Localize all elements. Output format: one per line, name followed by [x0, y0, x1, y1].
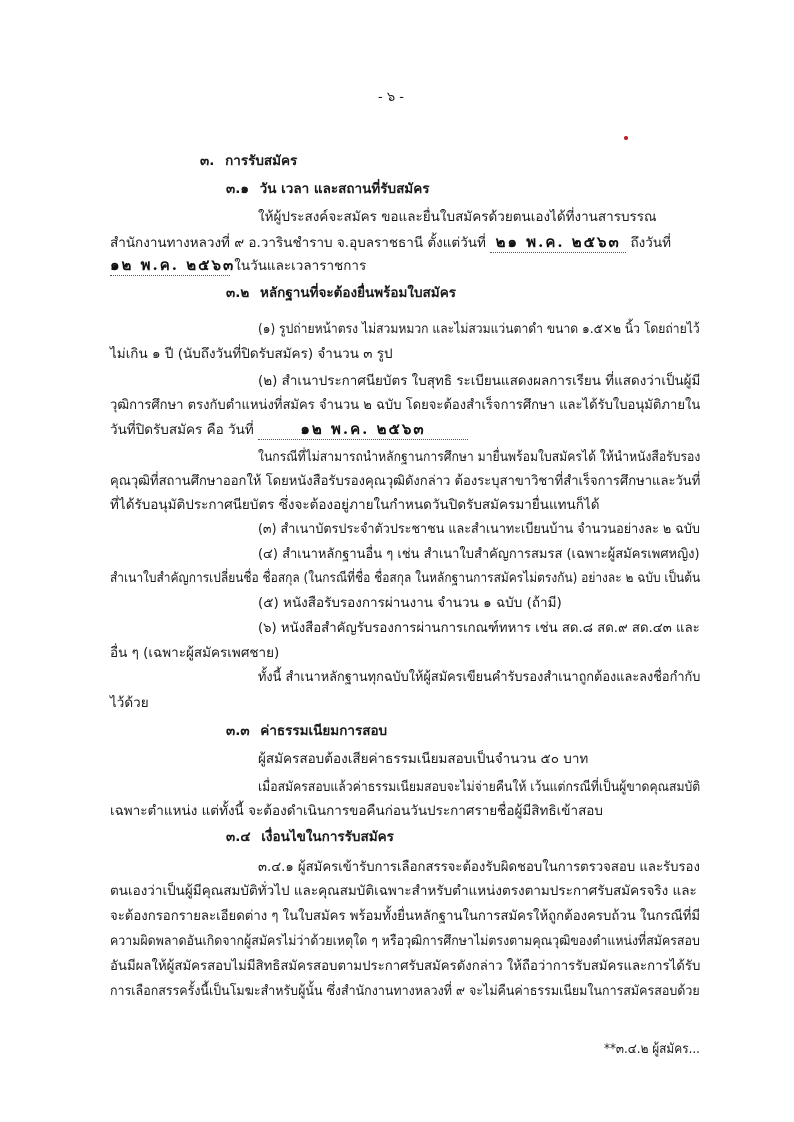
s32-item-5: (๕) หนังสือรับรองการผ่านงาน จำนวน ๑ ฉบับ (ถ้ามี): [258, 595, 562, 611]
s34-line-2: ตนเองว่าเป็นผู้มีคุณสมบัติทั่วไป และคุณสมบัติเฉพาะสำหรับตำแหน่งตรงตามประกาศรับสมัครจริง และ: [110, 883, 697, 899]
s32-para-line-1: ในกรณีที่ไม่สามารถนำหลักฐานการศึกษา มายื่นพร้อมใบสมัครได้ ให้นำหนังสือรับรอง: [258, 449, 701, 465]
end-date-field: [110, 256, 236, 276]
close-date-handwritten: ๑๒ พ.ค. ๒๕๖๓: [300, 420, 426, 438]
s32-item-1-line-1: (๑) รูปถ่ายหน้าตรง ไม่สวมหมวก และไม่สวมแว่นตาดำ ขนาด ๑.๕×๒ นิ้ว โดยถ่ายไว้: [258, 321, 700, 337]
subsection-number: ๓.๑: [226, 181, 249, 197]
subsection-title: หลักฐานที่จะต้องยื่นพร้อมใบสมัคร: [259, 285, 456, 301]
subsection-number: ๓.๓: [226, 723, 250, 739]
s34-line-1: ๓.๔.๑ ผู้สมัครเข้ารับการเลือกสรรจะต้องรับผิดชอบในการตรวจสอบ และรับรอง: [258, 859, 700, 875]
end-date-handwritten: ๑๒ พ.ค. ๒๕๖๓: [110, 256, 236, 274]
s32-item-2-line-3-prefix: วันที่ปิดรับสมัคร คือ วันที่: [110, 422, 254, 438]
subsection-number: ๓.๒: [226, 285, 250, 301]
s31-line-1: ให้ผู้ประสงค์จะสมัคร ขอและยื่นใบสมัครด้วยตนเองได้ที่งานสารบรรณ: [258, 209, 657, 225]
page-number: - ๖ -: [378, 90, 404, 105]
subsection-title: ค่าธรรมเนียมการสอบ: [260, 723, 388, 739]
section-number: ๓.: [200, 153, 215, 169]
s32-item-3: (๓) สำเนาบัตรประจำตัวประชาชน และสำเนาทะเบียนบ้าน จำนวนอย่างละ ๒ ฉบับ: [258, 521, 700, 537]
s32-para-line-3: ที่ได้รับอนุมัติประกาศนียบัตร ซึ่งจะต้องอยู่ภายในกำหนดวันปิดรับสมัครมายื่นแทนก็ได้: [110, 497, 600, 513]
close-date-field: [258, 420, 468, 440]
s31-line-2-suffix: ถึงวันที่: [630, 235, 671, 251]
subsection-number: ๓.๔: [226, 829, 251, 845]
s33-line-1: ผู้สมัครสอบต้องเสียค่าธรรมเนียมสอบเป็นจำนวน ๕๐ บาท: [258, 751, 589, 767]
s32-note-line-2: ไว้ด้วย: [110, 695, 149, 711]
subsection-title: วัน เวลา และสถานที่รับสมัคร: [259, 181, 430, 197]
s33-line-3: เฉพาะตำแหน่ง แต่ทั้งนี้ จะต้องดำเนินการขอคืนก่อนวันประกาศรายชื่อผู้มีสิทธิเข้าสอบ: [110, 803, 603, 819]
subsection-3-1-heading: [226, 180, 430, 198]
continuation-note: **๓.๔.๒ ผู้สมัคร...: [604, 1041, 700, 1057]
section-title: การรับสมัคร: [225, 153, 298, 169]
s34-line-3: จะต้องกรอกรายละเอียดต่าง ๆ ในใบสมัคร พร้อมทั้งยื่นหลักฐานในการสมัครให้ถูกต้องครบถ้วน ในกรณีที่มี: [110, 908, 701, 924]
s32-item-2-line-2: วุฒิการศึกษา ตรงกับตำแหน่งที่สมัคร จำนวน ๒ ฉบับ โดยจะต้องสำเร็จการศึกษา และได้รับใบอนุมัติภายใน: [110, 397, 701, 413]
s32-item-1-line-2: ไม่เกิน ๑ ปี (นับถึงวันที่ปิดรับสมัคร) จำนวน ๓ รูป: [110, 346, 393, 362]
s32-item-4-line-1: (๔) สำเนาหลักฐานอื่น ๆ เช่น สำเนาใบสำคัญการสมรส (เฉพาะผู้สมัครเพศหญิง): [258, 546, 700, 562]
s32-para-line-2: คุณวุฒิที่สถานศึกษาออกให้ โดยหนังสือรับรองคุณวุฒิดังกล่าว ต้องระบุสาขาวิชาที่สำเร็จการศึกษาและวันที่: [110, 473, 701, 489]
section-heading: [200, 152, 297, 170]
subsection-3-2-heading: [226, 284, 456, 302]
s31-line-3-suffix: ในวันและเวลาราชการ: [234, 258, 367, 274]
ink-mark: [624, 136, 628, 140]
s33-line-2: เมื่อสมัครสอบแล้วค่าธรรมเนียมสอบจะไม่จ่ายคืนให้ เว้นแต่กรณีที่เป็นผู้ขาดคุณสมบัติ: [258, 779, 701, 795]
s31-line-2: [110, 233, 671, 253]
s32-item-2-line-1: (๒) สำเนาประกาศนียบัตร ใบสุทธิ ระเบียนแสดงผลการเรียน ที่แสดงว่าเป็นผู้มี: [258, 373, 701, 389]
start-date-handwritten: ๒๑ พ.ค. ๒๕๖๓: [495, 233, 621, 251]
s32-note-line-1: ทั้งนี้ สำเนาหลักฐานทุกฉบับให้ผู้สมัครเขียนคำรับรองสำเนาถูกต้องและลงชื่อกำกับ: [258, 669, 701, 685]
s34-line-6: การเลือกสรรครั้งนี้เป็นโมฆะสำหรับผู้นั้น ซึ่งสำนักงานทางหลวงที่ ๙ จะไม่คืนค่าธรรมเนียมในการสมัครสอบด้วย: [110, 983, 700, 999]
subsection-3-3-heading: [226, 722, 387, 740]
subsection-3-4-heading: [226, 828, 394, 846]
subsection-title: เงื่อนไขในการรับสมัคร: [261, 829, 394, 845]
start-date-field: [490, 233, 626, 253]
s31-line-3: [110, 256, 366, 276]
s32-item-6-line-2: อื่น ๆ (เฉพาะผู้สมัครเพศชาย): [110, 645, 280, 661]
s32-item-6-line-1: (๖) หนังสือสำคัญรับรองการผ่านการเกณฑ์ทหาร เช่น สด.๘ สด.๙ สด.๔๓ และ: [258, 620, 700, 636]
s34-line-4: ความผิดพลาดอันเกิดจากผู้สมัครไม่ว่าด้วยเหตุใด ๆ หรือวุฒิการศึกษาไม่ตรงตามคุณวุฒิของตำแหน่งที่สมัครสอบ: [110, 933, 700, 949]
s32-item-4-line-2: สำเนาใบสำคัญการเปลี่ยนชื่อ ชื่อสกุล (ในกรณีที่ชื่อ ชื่อสกุล ในหลักฐานการสมัครไม่ตรงกัน) อย่างละ ๒ ฉบับ เป็นต้น: [110, 570, 701, 586]
s31-line-2-prefix: สำนักงานทางหลวงที่ ๙ อ.วารินชำราบ จ.อุบลราชธานี ตั้งแต่วันที่: [110, 235, 486, 251]
s32-item-2-line-3: [110, 420, 468, 440]
s34-line-5: อันมีผลให้ผู้สมัครสอบไม่มีสิทธิสมัครสอบตามประกาศรับสมัครดังกล่าว ให้ถือว่าการรับสมัครและการได้รับ: [110, 958, 701, 974]
